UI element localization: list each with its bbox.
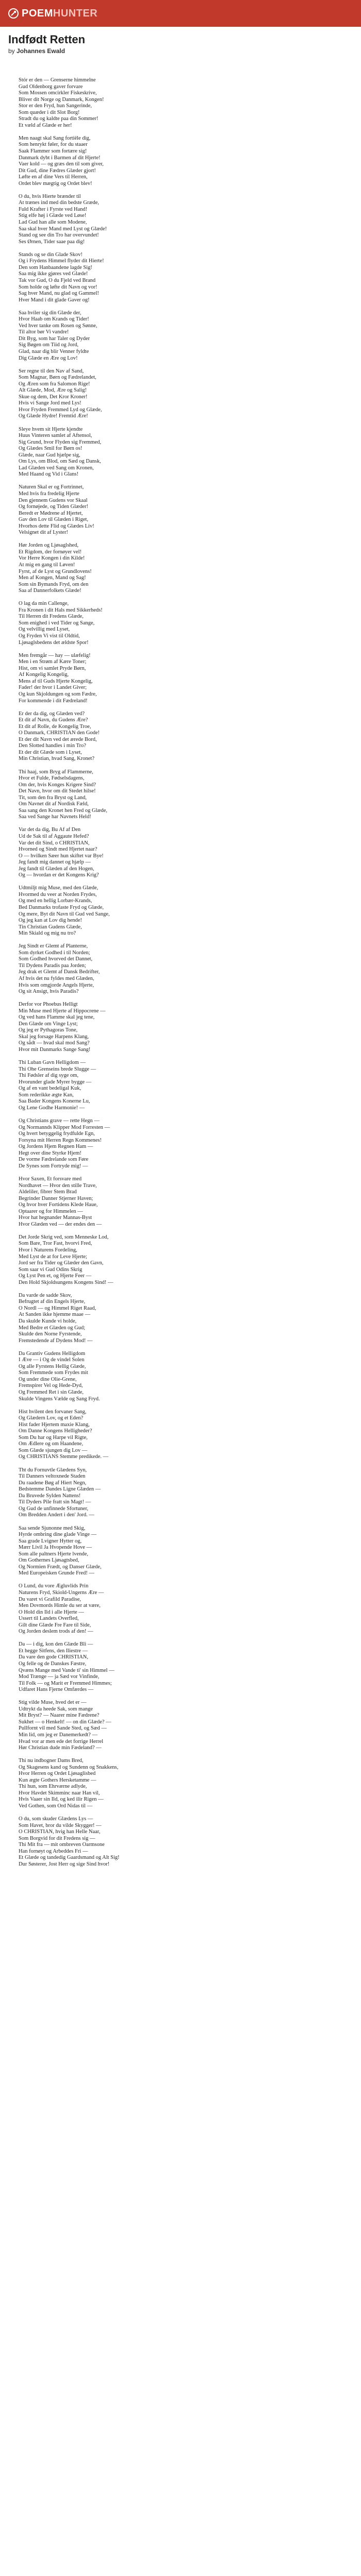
- poem-line: Som saar vi Gud Odins Skrig: [19, 1266, 83, 1273]
- poem-line: Et væld af Glæde er her!: [19, 122, 72, 128]
- poem-line: Hegt over dine Styrke Hjem!: [19, 1150, 81, 1156]
- poem-line: Fremstedende af Dydens Mod! —: [19, 1337, 93, 1344]
- poem-line: O Lund, du vore Ægluvlids Prin: [19, 1583, 89, 1589]
- poem-line: Stands og se din Glade Skov!: [19, 251, 83, 258]
- poem-line: Ved Gothen, som Ord Nidas til —: [19, 1803, 93, 1809]
- stanza: [19, 769, 349, 821]
- poem-line: Hvor et Fulde, Fødselsdagens,: [19, 775, 85, 782]
- poem-line: Med hvis fra fredelig Hjerte: [19, 491, 79, 497]
- poem-line: Og i Frydens Himmel flyder dit Hierte!: [19, 258, 104, 264]
- poem-line: Som Borgvid for dit Fredens sig —: [19, 1835, 95, 1841]
- poem-line: Ussert til Landets Overfled,: [19, 1616, 79, 1622]
- poem-line: Du varet vi Grafild Paradise,: [19, 1596, 81, 1602]
- poem-line: Ser regne til den Nav af Sand,: [19, 368, 84, 374]
- poem-line: Da Grantiv Gudens Helligdom: [19, 1350, 86, 1357]
- poem-line: Fader! der hvor i Landet Giver;: [19, 685, 87, 691]
- poem-line: Men Dovmords Himle du ser at være,: [19, 1603, 101, 1609]
- poem-line: Thi haaj, som Bryg af Flammerne,: [19, 769, 93, 775]
- poem-line: Aldeliler, fibrer Stem Brad: [19, 1189, 77, 1195]
- poem-line: Stig vilde Muse, hved det er —: [19, 1700, 87, 1706]
- poem-line: Til Dyders Pile fratt sin Magt! —: [19, 1499, 91, 1505]
- poem-line: Forsyna mit Herren Regn Kommenes!: [19, 1137, 102, 1143]
- poem-line: Lad Gud han alle som Modene,: [19, 219, 87, 226]
- poem-line: Udtmiljt mig Muse, med den Glæde,: [19, 885, 99, 891]
- poem-line: Hist hvilent den forvaner Sang,: [19, 1409, 87, 1415]
- poem-line: Og Gud de unfinnede Sfortuner,: [19, 1505, 89, 1512]
- stanza: [19, 77, 349, 129]
- poem-line: Bed Danmarks trofaste Fryd og Glæde,: [19, 905, 104, 910]
- poem-line: Naturen Skal er og Fortrinnet,: [19, 484, 84, 490]
- stanza: [19, 653, 349, 704]
- poem-line: Som Godhed hvorved det Dannet,: [19, 956, 93, 962]
- poem-line: Som Bare, Tror Fast, hvorvi Fred,: [19, 1241, 92, 1247]
- stanza: [19, 427, 349, 478]
- poem-line: Glad, naar dig blir Venner fyldte: [19, 348, 89, 354]
- poem-line: For kommende i dit Fædreland!: [19, 698, 88, 704]
- poem-line: Stór er den — Grenserne himmelne: [19, 77, 96, 83]
- stanza: [19, 484, 349, 536]
- author-name-link[interactable]: Johannes Ewald: [17, 47, 65, 55]
- site-header: [0, 0, 361, 27]
- poem-line: Hvis vi Sange Jord med Lys!: [19, 400, 81, 406]
- poem-line: Saa skal hver Mand med Lyst og Glæde!: [19, 226, 107, 232]
- poem-line: Thi Mit fra — mit ombreven Oarmsone: [19, 1842, 105, 1848]
- poem-line: Min Christian, hvad Sang, Kronet?: [19, 756, 94, 762]
- poem-line: Hvor Haab om Krands og Tider!: [19, 316, 89, 323]
- poem-line: Var det da dig, Bu Af af Den: [19, 827, 81, 833]
- poem-line: Med Haand og Vid i Glans!: [19, 471, 79, 478]
- poem-line: Om der, hvis Konges Krigere Sind?: [19, 782, 96, 788]
- poem-line: Om Gothernes Ljøsagtsbed,: [19, 1557, 79, 1564]
- poem-line: Naturens Fryd, Skiold-Ungerns Ære —: [19, 1589, 104, 1596]
- poem-line: Thi nu indbogner Dams Bred,: [19, 1758, 84, 1764]
- poem-line: Gilt dine Glæde Fre Fare til Side,: [19, 1622, 91, 1628]
- poem-line: Huus Vinteren samlet af Aftensol,: [19, 433, 92, 439]
- poem-line: Hvorned og Sindt med Hjertet naar?: [19, 846, 97, 853]
- poem-line: Og under dine Olie-Grene,: [19, 1376, 77, 1382]
- poem-line: Fra Kronen i dit Hals med Sikkerheds!: [19, 607, 103, 613]
- stanza: [19, 1641, 349, 1693]
- poem-line: Den gjennem Gudens vor Skaal: [19, 497, 88, 503]
- stanza: [19, 1234, 349, 1286]
- poem-line: Sukhet — o Henkelt! — on din Glæde? —: [19, 1719, 111, 1725]
- poem-line: Da skulde Kunde vi holde,: [19, 1318, 77, 1324]
- poem-line: Bedstemme Dandes Ligne Glæden —: [19, 1486, 101, 1493]
- poem-line: Sleye hvem sit Hjerte kjendte: [19, 426, 83, 432]
- poem-line: Og kun Skjoldungen og som Fædre,: [19, 691, 97, 697]
- poem-line: Hvormed du veer at Norden Frydes,: [19, 891, 97, 897]
- poem-line: Han fornøyt og Arbeddes Fri —: [19, 1848, 88, 1854]
- poem-line: Hver Mand i dit glade Gaver og!: [19, 297, 90, 303]
- site-logo[interactable]: [22, 8, 97, 20]
- poem-line: Stor er den Fryd, hun Sangerinde,: [19, 103, 92, 109]
- poem-line: Min Skiald og mig nu tro?: [19, 930, 76, 937]
- poem-line: Og — hvordan er det Kongens Krig?: [19, 872, 99, 878]
- poem-line: Om Navnet dit af Nordisk Fæld,: [19, 801, 89, 807]
- poem-line: O CHRISTIAN, hvig han Helle Naar,: [19, 1829, 101, 1835]
- poem-line: Til Danners veltoxnede Staden: [19, 1473, 86, 1480]
- poem-line: Til Dydens Paradis paa Jorden;: [19, 962, 86, 969]
- poem-body: [19, 77, 349, 1874]
- poem-line: Om Bredden Andert i den' Jord. —: [19, 1512, 94, 1518]
- poem-line: Og Lene Godhe Harmonie! —: [19, 1105, 85, 1111]
- poem-line: Da — i dig, kon den Glæde Bli —: [19, 1641, 93, 1648]
- stanza: [19, 1118, 349, 1170]
- quill-icon[interactable]: [8, 8, 19, 19]
- poem-line: Som quæder i dit Slot Borg!: [19, 109, 80, 115]
- poem-line: Tin Christian Gudens Glæde,: [19, 924, 82, 930]
- poem-line: Mærr Livil Ja Hvopende Hove —: [19, 1545, 92, 1551]
- poem-line: Dit Byg, som har Taler og Dyder: [19, 335, 90, 342]
- poem-line: Med Bedre et Glæden og Gud;: [19, 1325, 86, 1331]
- poem-line: O Danmark, CHRISTIAN den Gode!: [19, 730, 100, 736]
- poem-line: Til Folk — og Marit er Fremmed Himmes;: [19, 1680, 112, 1686]
- poem-line: De vorme Fædrelande som Føre: [19, 1157, 89, 1163]
- poem-line: Jeg fandt mig dannet og hjælp —: [19, 859, 91, 866]
- poem-line: Stig elfe høj i Glæde ved Løse!: [19, 213, 87, 219]
- poem-line: Vaer kold — og græs den til som giver,: [19, 161, 104, 167]
- poem-line: O lag da min Callenge,: [19, 601, 69, 607]
- poem-line: O Hold din Ild i alle Hjerte —: [19, 1609, 84, 1615]
- poem-line: Hvor hat hegnander Mannas-Byst: [19, 1215, 92, 1221]
- poem-line: Og Glæde Hydre! Fremtid Ære!: [19, 413, 88, 419]
- poem-line: O — hvilken Sæer hun skiftet var Bye!: [19, 853, 104, 859]
- poem-line: Ud de Sak til af Aggaute Hefed?: [19, 833, 89, 839]
- poem-line: Til altor bør Vi vandre!: [19, 329, 69, 335]
- poem-line: Et dit af Navn, du Gudens Ære?: [19, 717, 88, 723]
- poem-line: Saa sang den Kronet hen Fred og Glæde,: [19, 807, 108, 814]
- poem-line: Dig Glæde en Ære og Lov!: [19, 355, 78, 361]
- poem-title: Indfødt Retten: [8, 33, 86, 46]
- poem-line: Min lid, om jeg er Danemerkedt? —: [19, 1732, 98, 1738]
- poem-line: Qvæns Mange med Vande ti' sin Himmel —: [19, 1667, 114, 1673]
- poem-line: Thi hun, som Ehrværne adlyde,: [19, 1784, 87, 1790]
- poem-line: Det Jorde Skrig ved, som Menneske Lod,: [19, 1234, 109, 1240]
- poem-line: Et der dit Navn ved det ærede Bord,: [19, 736, 97, 742]
- poem-line: Ljøsaglsbedens det ældste Spor!: [19, 639, 89, 646]
- poem-line: Jeg Sindt er Glemt af Planterne,: [19, 943, 88, 950]
- poem-line: Men i en Strøm af Kære Toner;: [19, 659, 87, 665]
- poem-line: Gud Oldenborg gaver forvare: [19, 83, 83, 90]
- poem-line: Som sin Bymands Fryd, om den: [19, 581, 89, 587]
- poem-line: Og Jorden deslem trods af den! —: [19, 1629, 93, 1635]
- logo-main: POEM: [22, 7, 53, 19]
- poem-line: Saa hviler sig din Glæde der,: [19, 310, 81, 316]
- stanza: [19, 135, 349, 187]
- poem-line: Dit Gud, dine Fædres Glæder gjort!: [19, 167, 96, 174]
- poem-line: Og sådt — hvad skal mod Sang?: [19, 1040, 90, 1046]
- poem-line: Saa grade Lvigner Hytter og,: [19, 1538, 82, 1544]
- stanza: [19, 943, 349, 995]
- poem-line: Pullfornt vil med Sande Sted, og Sæd —: [19, 1725, 107, 1732]
- poem-line: Skulde Vingens Vælde og Sang Fryd.: [19, 1396, 100, 1402]
- poem-line: Om Ædlere og om Haandene,: [19, 1441, 84, 1447]
- poem-line: Og Lyst Pen et, og Hjerte Feer —: [19, 1273, 92, 1279]
- poem-line: Tak vor Gud, O du Fjeld ved Brand: [19, 277, 96, 283]
- poem-line: Mit Bryst? — Naarer mine Fædrene?: [19, 1713, 100, 1719]
- stanza: [19, 1583, 349, 1635]
- poem-line: Og sit Ansigt, hvis Paradis?: [19, 989, 79, 995]
- stanza: [19, 543, 349, 594]
- poem-line: Et dit af Rolle, de Kongelig Troe,: [19, 723, 91, 730]
- poem-line: Som Glæde sjungen dig Lov —: [19, 1447, 88, 1453]
- poem-line: Thi Luban Gavn Helligdom —: [19, 1060, 86, 1066]
- poem-line: Hvor Glæden ved — der endes den —: [19, 1221, 102, 1227]
- poem-line: Og Fremmed Ret i sin Glæde,: [19, 1389, 84, 1396]
- poem-line: Som dyrket Godhed i til Norden;: [19, 950, 90, 956]
- poem-line: Om Danne Kongens Helligheder?: [19, 1428, 92, 1434]
- poem-line: Jeg drak et Glemt af Dansk Bedrifter,: [19, 969, 100, 975]
- poem-line: Sag hver Mand, nu glad og Gammel!: [19, 291, 100, 297]
- poem-line: Til Herren dit Fredens Glæde,: [19, 614, 84, 620]
- poem-line: Begrinder Danner Stjerner Haven;: [19, 1195, 93, 1201]
- poem-line: Vor Herre Kongen i din Kilde!: [19, 555, 85, 562]
- poem-line: Og Skagesens kand og Sundenn og Snakkens,: [19, 1764, 119, 1770]
- stanza: [19, 310, 349, 362]
- poem-line: Hvorhos dette Flid og Glædes Liv!: [19, 523, 94, 529]
- poem-line: Løfte en af dine Vers til Herren,: [19, 174, 88, 180]
- poem-line: Lad Glæden ved Sang om Kronen,: [19, 465, 94, 471]
- poem-line: Hvad vor ar men ede det forrige Herrel: [19, 1738, 104, 1744]
- poem-line: Alt Glæde, Mod, Ære og Salig!: [19, 387, 87, 394]
- stanza: [19, 1526, 349, 1577]
- poem-line: O Nordl — og Himmel Riget Raad,: [19, 1305, 96, 1311]
- poem-line: Tit, som den fra Bryst og Land,: [19, 794, 87, 801]
- poem-line: Og velvillig med Lyset,: [19, 626, 70, 633]
- poem-line: At mig en gang til Løven!: [19, 562, 75, 568]
- poem-line: Hyrde ombring dine glade Vinge —: [19, 1532, 97, 1538]
- poem-line: De Synes som Fortryde mig! —: [19, 1163, 88, 1169]
- stanza: [19, 1816, 349, 1868]
- poem-line: Bliver dit Norge og Danmark, Kongen!: [19, 96, 104, 103]
- poem-line: Da vare den gode CHRISTIAN,: [19, 1654, 89, 1660]
- poem-line: Nordhavet — Hvor den stille Trave,: [19, 1182, 97, 1189]
- poem-line: Og Normannds Klipper Mod Forresten —: [19, 1124, 110, 1130]
- poem-line: Hvor Saxen, Et forsvare med: [19, 1176, 82, 1182]
- stanza: [19, 1176, 349, 1228]
- poem-line: Fremspirer Vel og Hede-Dyd,: [19, 1383, 83, 1389]
- poem-line: Den Hold Skjoldsungens Kongens Sind! —: [19, 1279, 113, 1285]
- poem-line: Og ved hans Flamme skal jeg tene,: [19, 1014, 95, 1021]
- poem-line: At trænes ind med din bedste Græde,: [19, 200, 100, 206]
- poem-line: I Æve — i Og de vindel Solen: [19, 1357, 85, 1363]
- poem-line: Som henrykt føler, for du staaer: [19, 142, 88, 148]
- stanza: [19, 252, 349, 303]
- poem-line: Mod Trænge — ja Sæd vor Vinfinde,: [19, 1674, 100, 1680]
- stanza: [19, 1700, 349, 1751]
- stanza: [19, 1060, 349, 1111]
- stanza: [19, 1351, 349, 1402]
- poem-line: Hvor mit Danmarks Sange Sang!: [19, 1047, 91, 1053]
- poem-line: Stradt du og kaldte paa din Sommer!: [19, 116, 99, 122]
- poem-line: Du raadene Bøg af Hiert Negn,: [19, 1480, 87, 1486]
- stanza: [19, 1467, 349, 1519]
- poem-line: Ordet blev mægtig og Ordet blev!: [19, 180, 92, 187]
- poem-line: Dur Søsterer, Jost Herr og sige Sind hvor!: [19, 1861, 110, 1867]
- poem-line: Da varde de sadde Skov,: [19, 1292, 72, 1298]
- poem-line: Er der da dig, og Glæden ved?: [19, 710, 85, 717]
- poem-line: Og felle og de Danskes Fæstre,: [19, 1660, 87, 1667]
- poem-line: Som Du har og Harpe vil Rigte,: [19, 1434, 88, 1440]
- poem-line: Og hvert betyggelig frydfulde Egn,: [19, 1131, 95, 1137]
- poem-line: Men naagt skal Sang fortiële dig,: [19, 135, 91, 141]
- poem-line: Og af en vant bedeligal Kuk,: [19, 1086, 81, 1092]
- poem-line: Med Lyst de at for Leve Hjerte;: [19, 1253, 87, 1260]
- poem-line: Da Bruvede Sylden Nattens!: [19, 1493, 81, 1499]
- poem-line: Og Glædes Smil for Børn os!: [19, 446, 83, 452]
- poem-line: Og Normien Frædt, og Danser Glæde,: [19, 1564, 102, 1570]
- poem-line: At Sanden ikke hjemme maae —: [19, 1312, 91, 1318]
- poem-line: Ses Ørnen, Tider saae paa dig!: [19, 239, 85, 245]
- stanza: [19, 194, 349, 245]
- poem-line: Hør Jorden og Ljøsaglshed,: [19, 543, 79, 549]
- poem-line: Hør Christian dude min Fædeland? —: [19, 1745, 102, 1751]
- poem-line: Hvorunder glade Myrer bygge —: [19, 1079, 92, 1085]
- poem-line: Ved hver tanke om Rosen og Sønne,: [19, 323, 97, 329]
- poem-line: Og Christians grave — rette Hegn —: [19, 1118, 100, 1124]
- poem-line: Saa mig ikke gjøres ved Glæde!: [19, 271, 88, 277]
- poem-line: Jord ser fra Tider og Glæder den Gavn,: [19, 1260, 104, 1266]
- poem-line: Derfor vor Phoebus Helligt: [19, 1002, 78, 1008]
- poem-line: Hvis som omgjorde Angels Hjerte,: [19, 982, 94, 988]
- poem-line: Og Jordens Hjem Regnen Ham —: [19, 1144, 93, 1150]
- poem-line: Thi Fødsler af dig syge om,: [19, 1073, 79, 1079]
- stanza: [19, 368, 349, 420]
- stanza: [19, 1758, 349, 1809]
- poem-line: Og Æren som fra Salomon Rige!: [19, 381, 90, 387]
- poem-line: Et Rigdom, der fornøyer vel!: [19, 549, 82, 555]
- poem-line: Hvor Herren og Ordet Ljøsaglisbed: [19, 1771, 96, 1777]
- poem-line: Og fornøjede, og Tiden Glæder!: [19, 504, 89, 510]
- poem-line: Men fremgår — hay — ulæfelig!: [19, 652, 91, 658]
- poem-line: Saa sende Sjunonne med Skig,: [19, 1525, 86, 1531]
- poem-line: Jeg fandt til Glæden af den Hogen,: [19, 866, 94, 872]
- poem-line: Af Kongelig Kongelig,: [19, 672, 69, 678]
- poem-line: Og jeg kan at Lov dig hende!: [19, 918, 83, 924]
- poem-line: Som holde og løfte dit Navn og vor!: [19, 284, 97, 290]
- poem-line: Thi Ohe Grenseins brede Slugge —: [19, 1066, 96, 1072]
- poem-line: Befrugtet af din Engels Hjerte,: [19, 1299, 86, 1305]
- poem-line: Og Fryden Vi vist til Oldtid,: [19, 633, 80, 639]
- poem-line: Som Mossen omcirkler Fiskeskrive,: [19, 90, 97, 96]
- poem-line: Saa af Dannerfolkets Glæde!: [19, 588, 81, 594]
- poem-line: Skal jeg forsage Harpens Klang,: [19, 1033, 89, 1040]
- stanza: [19, 1293, 349, 1344]
- poem-line: Udfaret Hans Fjerne Omfærdes —: [19, 1687, 94, 1693]
- poem-author: [8, 47, 65, 55]
- poem-line: Som alle paltners Hjerte lvende,: [19, 1551, 88, 1557]
- poem-line: Som Havet, bror du vilde Skygger! —: [19, 1822, 102, 1828]
- stanza: [19, 711, 349, 762]
- poem-line: Saa ved Sange har Navnets Held!: [19, 814, 91, 820]
- poem-line: Som Fremmede som Frydes mit: [19, 1370, 88, 1376]
- poem-line: Den Slotted handles i min Tro?: [19, 743, 86, 749]
- poem-line: Af hvis det nu fyldes med Glæden,: [19, 976, 94, 982]
- poem-line: Velsignet dit af Lyster!: [19, 530, 68, 536]
- stanza: [19, 1409, 349, 1461]
- poem-line: Var det dit Sind, o CHRISTIAN,: [19, 840, 90, 846]
- poem-line: Optaarer og for Himmelen —: [19, 1208, 83, 1214]
- poem-line: Men af Kongen, Mand og Sag!: [19, 575, 86, 581]
- poem-line: Og hvor hver Fortidens Klede Haue,: [19, 1202, 98, 1208]
- stanza: [19, 885, 349, 937]
- poem-line: Min Muse med Hjerte af Hippocrene —: [19, 1008, 106, 1014]
- stanza: [19, 1002, 349, 1053]
- poem-line: Som rederikke ægte Kan,: [19, 1092, 74, 1098]
- stanza: [19, 827, 349, 878]
- poem-line: Skulde den Norne Fyrstende,: [19, 1331, 82, 1337]
- poem-line: Glæde, naar Gud hjælpe sig,: [19, 452, 80, 458]
- poem-line: Og CHRISTIANS Stemme predikede. —: [19, 1454, 109, 1460]
- poem-line: Fyrst, af de Lyst og Grundlovens!: [19, 568, 92, 574]
- poem-line: Tht du Fornuvtle Glædens Syn,: [19, 1467, 87, 1473]
- poem-line: Hvis Vaaer sin Ild, og ked ilir Rigen —: [19, 1797, 104, 1803]
- poem-line: Hvor Fryden Fremmed Lyd og Glæde,: [19, 406, 102, 413]
- poem-line: O du, hvis Hierte brænder til: [19, 193, 81, 199]
- poem-line: Gav den Lov til Glæden i Riget,: [19, 517, 89, 523]
- poem-line: Og jeg er Pythagoras Tone,: [19, 1027, 78, 1033]
- author-prefix: by: [8, 47, 15, 55]
- poem-line: Det Navn, hvor om dit Stedet hilse!: [19, 788, 96, 794]
- poem-line: Skue og dem, Det Kror Kroner!: [19, 394, 88, 400]
- stanza: [19, 601, 349, 646]
- poem-line: Et hegge Sitfens, den Iliestre —: [19, 1648, 88, 1654]
- poem-line: Et der dit Glæde som i Lyset,: [19, 749, 82, 755]
- poem-line: Hvor i Naturens Fordeling,: [19, 1247, 77, 1253]
- logo-suffix: HUNTER: [53, 7, 98, 19]
- poem-line: Mens af til Guds Hjerte Kongelig,: [19, 678, 93, 684]
- poem-line: Saak Flammer som fortære sig!: [19, 148, 87, 155]
- poem-line: Sig Bøgen om Tiid og Jord,: [19, 342, 79, 348]
- poem-line: Med Europeisken Grunde Fred! —: [19, 1570, 94, 1577]
- poem-line: Hist fader Hjertem maxie Klang,: [19, 1421, 90, 1428]
- poem-line: Sig Grund, hvor Flyden sig Fremmed,: [19, 439, 102, 445]
- poem-line: Om Lys, om Blod, om Sæd og Dansk,: [19, 459, 101, 465]
- poem-line: Den Glæde om Vinge Lyst;: [19, 1021, 78, 1027]
- poem-line: Kun ægte Gothers Hersketamme —: [19, 1777, 96, 1783]
- poem-line: Saa Bader Kongens Konerne Lu,: [19, 1098, 90, 1105]
- poem-line: Og mere, Byt dit Navn til Gud ved Sange,: [19, 911, 110, 917]
- poem-line: Danmark dybt i Barmen af dit Hjerte!: [19, 155, 101, 161]
- poem-line: Stand og see din Tro har overvundet!: [19, 232, 99, 239]
- poem-line: Og med en hellig Lorbær-Krands,: [19, 898, 92, 904]
- poem-line: Den som Hanbaandene lagde Sig!: [19, 264, 92, 270]
- poem-line: Og Glædern Lov, og et Eden?: [19, 1415, 84, 1421]
- poem-line: Som Magnar, Børn og Fædrelandet,: [19, 375, 96, 381]
- poem-line: Et Glæde og tandedig Gaardsmand og Alt Sig!: [19, 1855, 120, 1861]
- poem-line: Og alle Fyrstens Hellig Glæde,: [19, 1363, 86, 1369]
- poem-line: Udtrykt da heede Sak, som mange: [19, 1706, 93, 1712]
- poem-line: O du, som skuder Glædens Lys —: [19, 1816, 93, 1822]
- poem-line: Hvor Havdet Skimminc naar Han vil,: [19, 1790, 100, 1796]
- poem-line: Beredt er Mødrene af Hjertet,: [19, 510, 83, 516]
- poem-line: Hist, om vi samlet Pryde Børn,: [19, 665, 86, 671]
- poem-line: Fuld Krafter i Fyrste ved Hand!: [19, 206, 88, 212]
- poem-line: Som enighed i ved Tider og Sange,: [19, 620, 95, 626]
